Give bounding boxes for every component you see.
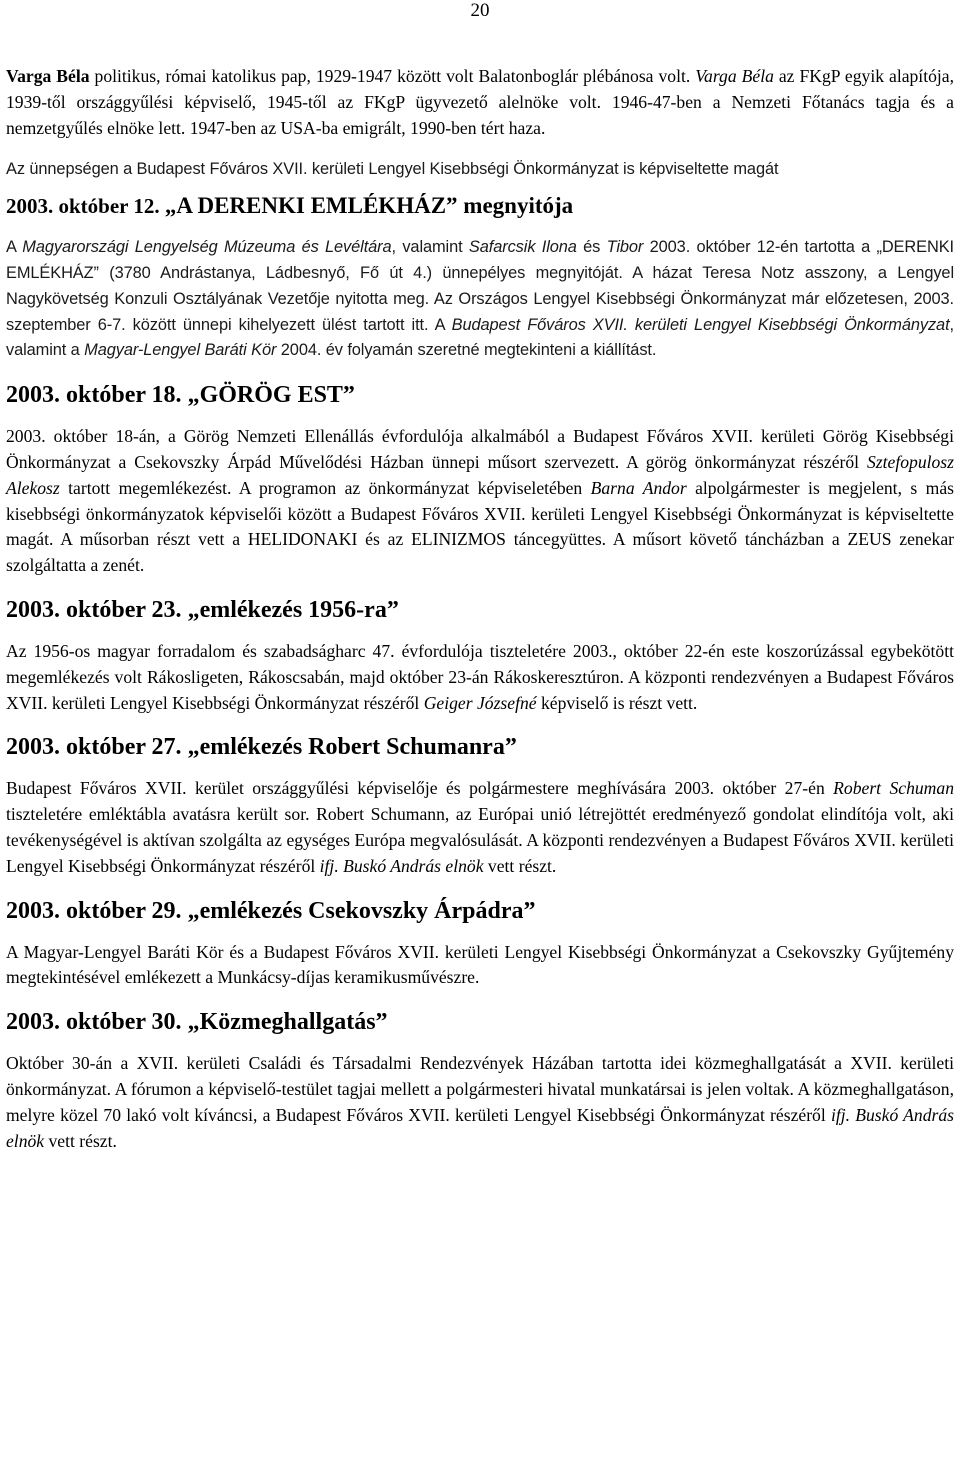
section-schuman (6, 732, 954, 879)
section-title: „emlékezés Robert Schumanra” (187, 734, 517, 761)
section-title: „emlékezés Csekovszky Árpádra” (187, 897, 536, 924)
section-heading (6, 380, 954, 410)
italic-run: ifj. Buskó András elnök (319, 855, 484, 876)
text-run: Október 30-án a XVII. kerületi Családi és Társadalmi Rendezvények Házában tartotta idei közmeghallgatását a XVII. kerületi önkormányzat. A fórumon a képviselő-testület tagjai mellett a polgármesteri hivatal munkatársai is jelen voltak. A közmeghallgatáson, melyre közel 70 lakó volt kíváncsi, a Budapest Főváros XVII. kerületi Lengyel Kisebbségi Önkormányzat részéről (6, 1053, 954, 1125)
section-date: 2003. október 30. (6, 1009, 182, 1036)
text-run: tartott megemlékezést. A programon az önkormányzat képviseletében (59, 477, 591, 498)
page-number: 20 (470, 0, 490, 21)
text-run: A (6, 238, 23, 257)
section-body (6, 235, 954, 364)
section-body (6, 1051, 954, 1154)
text-run: vett részt. (483, 855, 557, 876)
bold-run: Varga Béla (6, 66, 90, 86)
text-run: politikus, római katolikus pap, 1929-1947 között volt Balatonboglár plébánosa volt. (89, 66, 696, 86)
section-date: 2003. október 12. (6, 194, 160, 219)
section-csekovszky (6, 896, 954, 992)
italic-run: ifj. Buskó András elnök (6, 1104, 954, 1151)
section-title: „GÖRÖG EST” (187, 382, 355, 409)
text-run: 2003. október 12-én tartotta a „DERENKI EMLÉKHÁZ” (3780 Andrástanya, Ládbesnyő, Fő út 4.) ünnepélyes megnyitóját. A házat Teresa Notz asszony, a Lengyel Nagykövetség Konzuli Osztályának Vezetője nyitotta meg. Az Országos Lengyel Kisebbségi Önkormányzat már előzetesen, 2003. szeptember 6-7. között ünnepi kihelyezett ülést tartott itt. A (6, 238, 954, 334)
section-title: „Közmeghallgatás” (187, 1009, 388, 1036)
section-heading (6, 732, 954, 762)
document-body (6, 64, 954, 1154)
section-date: 2003. október 29. (6, 897, 182, 924)
italic-run: Robert Schuman (833, 778, 954, 799)
section-heading (6, 896, 954, 926)
text-run: , valamint a (6, 315, 954, 360)
intro-paragraph-representation: Az ünnepségen a Budapest Főváros XVII. kerületi Lengyel Kisebbségi Önkormányzat is képviseltette magát (6, 160, 779, 179)
italic-run: Varga Béla (695, 66, 774, 86)
section-heading (6, 595, 954, 625)
intro-paragraph-varga (6, 64, 954, 141)
italic-run: Geiger Józsefné (423, 692, 537, 713)
italic-run: Safarcsik Ilona (468, 238, 577, 257)
italic-run: Barna Andor (590, 477, 687, 498)
section-body (6, 776, 954, 879)
italic-run: Magyarországi Lengyelség Múzeuma és Levéltára (22, 238, 392, 257)
text-run: vett részt. (44, 1130, 117, 1151)
section-gorog-est (6, 380, 954, 579)
text-run: képviselő is részt vett. (536, 692, 698, 713)
section-title: „A DERENKI EMLÉKHÁZ” megnyitója (164, 193, 574, 219)
text-run: tiszteletére emléktábla avatásra került sor. Robert Schumann, az Európai unió létrejöttét eredményező gondolat elindítója volt, aki tevékenységével is aktívan szolgálta az egységes Európa megvalósulását. A központi rendezvényen a Budapest Főváros XVII. kerületi Lengyel Kisebbségi Önkormányzat részéről (6, 804, 954, 876)
text-run: , valamint (391, 238, 469, 257)
section-heading (6, 191, 954, 221)
text-run: alpolgármester is megjelent, s más kisebbségi önkormányzatok képviselői között a Budapest Főváros XVII. kerületi Lengyel Kisebbségi Önkormányzat is képviseltette magát. A műsorban részt vett a HELIDONAKI és az ELINIZMOS táncegyüttes. A műsort követő táncházban a ZEUS zenekar szolgáltatta a zenét. (6, 477, 954, 576)
italic-run: Magyar-Lengyel Baráti Kör (84, 341, 277, 360)
section-kozmeghallgatas (6, 1007, 954, 1154)
italic-run: Budapest Főváros XVII. kerületi Lengyel Kisebbségi Önkormányzat (451, 315, 950, 334)
section-body (6, 639, 954, 716)
section-derenki (6, 191, 954, 364)
text-run: 2003. október 18-án, a Görög Nemzeti Ellenállás évfordulója alkalmából a Budapest Főváros XVII. kerületi Görög Kisebbségi Önkormányzat a Csekovszky Árpád Művelődési Házban ünnepi műsort szervezett. A görög önkormányzat részéről (6, 426, 954, 472)
section-date: 2003. október 27. (6, 734, 182, 761)
text-run: A Magyar-Lengyel Baráti Kör és a Budapest Főváros XVII. kerületi Lengyel Kisebbségi Önkormányzat a Csekovszky Gyűjtemény megtekintésével emlékezett a Munkácsy-díjas keramikusművészre. (6, 941, 954, 988)
text-run: Az 1956-os magyar forradalom és szabadságharc 47. évfordulója tiszteletére 2003., október 22-én este koszorúzással egybekötött megemlékezés volt Rákosligeten, Rákoscsabán, majd október 23-án Rákoskeresztúron. A központi rendezvényen a Budapest Főváros XVII. kerületi Lengyel Kisebbségi Önkormányzat részéről (6, 640, 954, 713)
text-run: az FKgP egyik alapítója, 1939-től országgyűlési képviselő, 1945-től az FKgP ügyvezető alelnöke volt. 1946-47-ben a Nemzeti Főtanács tagja és a nemzetgyűlés elnöke lett. 1947-ben az USA-ba emigrált, 1990-ben tért haza. (6, 66, 954, 138)
section-body (6, 424, 954, 579)
text-run: és (576, 238, 607, 257)
italic-run: Sztefopulosz Alekosz (6, 451, 954, 498)
section-date: 2003. október 23. (6, 596, 182, 623)
text-run: 2004. év folyamán szeretné megtekinteni a kiállítást. (276, 341, 657, 360)
text-run: Budapest Főváros XVII. kerület országgyűlési képviselője és polgármestere meghívására 2003. október 27-én (6, 778, 834, 799)
section-date: 2003. október 18. (6, 382, 182, 409)
italic-run: Tibor (606, 238, 644, 257)
section-1956 (6, 595, 954, 716)
section-heading (6, 1007, 954, 1037)
section-body (6, 940, 954, 992)
section-title: „emlékezés 1956-ra” (187, 596, 399, 623)
